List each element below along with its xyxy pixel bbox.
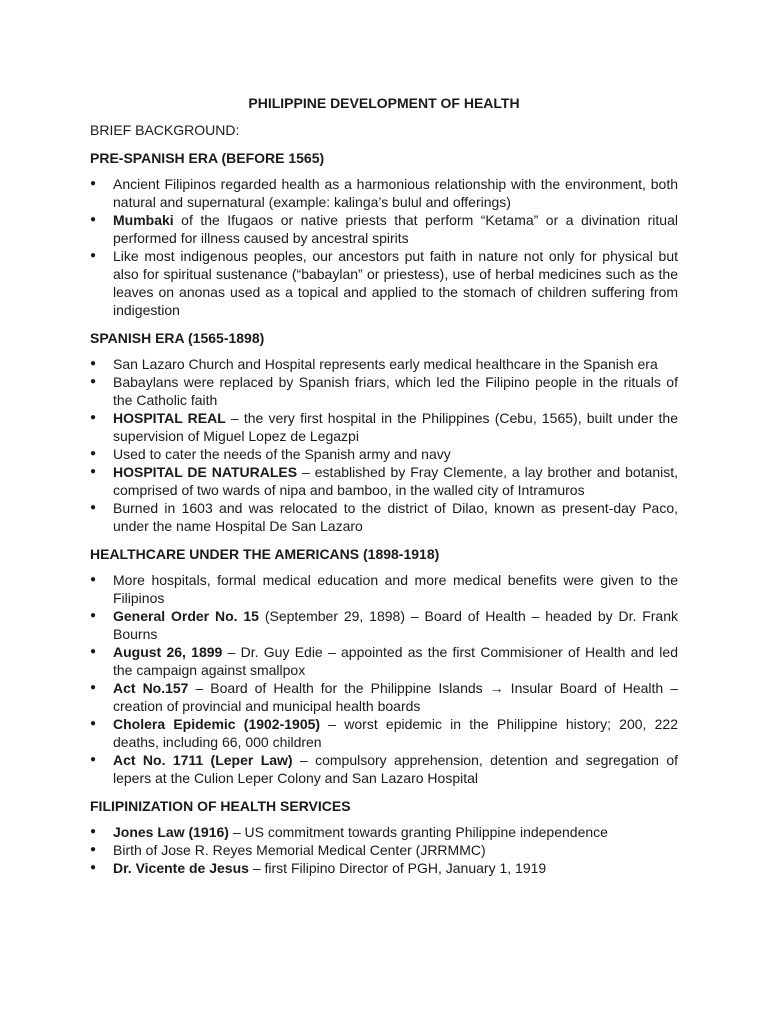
item-text: – the very first hospital in the Philippines (Cebu, 1565), built under the supervision of Miguel Lopez de Legazpi <box>113 410 678 444</box>
list-item <box>90 571 678 607</box>
bullet-icon: ● <box>90 826 97 837</box>
item-text: Babaylans were replaced by Spanish friars, which led the Filipino people in the rituals of the Catholic faith <box>113 374 678 408</box>
item-text: Ancient Filipinos regarded health as a harmonious relationship with the environment, both natural and supernatural (example: kalinga’s bulul and offerings) <box>113 176 678 210</box>
list-item <box>90 859 678 877</box>
list-item <box>90 373 678 409</box>
item-text: Used to cater the needs of the Spanish army and navy <box>113 446 451 462</box>
list-item <box>90 463 678 499</box>
item-bold-text: August 26, 1899 <box>113 644 223 660</box>
list-item <box>90 715 678 751</box>
list-item <box>90 751 678 787</box>
bullet-icon: ● <box>90 844 97 855</box>
list-item <box>90 355 678 373</box>
bullet-icon: ● <box>90 682 97 693</box>
bullet-icon: ● <box>90 376 97 387</box>
bullet-icon: ● <box>90 610 97 621</box>
list-item <box>90 211 678 247</box>
item-text: – Dr. Guy Edie – appointed as the first Commisioner of Health and led the campaign against smallpox <box>113 644 678 678</box>
item-bold-text: Dr. Vicente de Jesus <box>113 860 249 876</box>
list-item <box>90 175 678 211</box>
item-bold-text: Mumbaki <box>113 212 174 228</box>
list-item <box>90 823 678 841</box>
list-item <box>90 445 678 463</box>
item-bold-text: Act No.157 <box>113 680 189 696</box>
bullet-icon: ● <box>90 862 97 873</box>
list-item <box>90 679 678 715</box>
bullet-icon: ● <box>90 718 97 729</box>
section-heading-pre-spanish: PRE-SPANISH ERA (BEFORE 1565) <box>90 150 325 166</box>
item-bold-text: Jones Law (1916) <box>113 824 229 840</box>
bullet-icon: ● <box>90 448 97 459</box>
section-list-filipinization <box>90 823 678 877</box>
item-text: – worst epidemic in the Philippine history; 200, 222 deaths, including 66, 000 children <box>113 716 678 750</box>
item-text: – US commitment towards granting Philippine independence <box>228 824 608 840</box>
bullet-icon: ● <box>90 178 97 189</box>
list-item <box>90 247 678 319</box>
bullet-icon: ● <box>90 574 97 585</box>
list-item <box>90 499 678 535</box>
item-text: Burned in 1603 and was relocated to the district of Dilao, known as present-day Paco, under the name Hospital De San Lazaro <box>113 500 678 534</box>
bullet-icon: ● <box>90 250 97 261</box>
item-bold-text: HOSPITAL REAL <box>113 410 226 426</box>
item-text: (September 29, 1898) – Board of Health – headed by Dr. Frank Bourns <box>113 608 679 642</box>
list-item <box>90 607 678 643</box>
item-text: Birth of Jose R. Reyes Memorial Medical Center (JRRMMC) <box>113 842 486 858</box>
bullet-icon: ● <box>90 358 97 369</box>
item-text: Like most indigenous peoples, our ancestors put faith in nature not only for physical but also for spiritual sustenance (“babaylan” or priestess), use of herbal medicines such as the leaves on anonas used as a topical and applied to the stomach of children suffering from indigestion <box>113 248 678 318</box>
item-text: of the Ifugaos or native priests that perform “Ketama” or a divination ritual performed for illness caused by ancestral spirits <box>113 212 678 246</box>
brief-background-label: BRIEF BACKGROUND: <box>90 122 240 138</box>
list-item <box>90 409 678 445</box>
section-heading-spanish: SPANISH ERA (1565-1898) <box>90 330 265 346</box>
item-text: – first Filipino Director of PGH, January 1, 1919 <box>248 860 547 876</box>
bullet-icon: ● <box>90 466 97 477</box>
item-bold-text: HOSPITAL DE NATURALES <box>113 464 298 480</box>
bullet-icon: ● <box>90 754 97 765</box>
bullet-icon: ● <box>90 502 97 513</box>
list-item <box>90 643 678 679</box>
section-heading-americans: HEALTHCARE UNDER THE AMERICANS (1898-1918) <box>90 546 440 562</box>
section-heading-filipinization: FILIPINIZATION OF HEALTH SERVICES <box>90 798 351 814</box>
item-bold-text: Cholera Epidemic (1902-1905) <box>113 716 321 732</box>
section-list-spanish <box>90 355 678 535</box>
section-list-americans <box>90 571 678 787</box>
bullet-icon: ● <box>90 412 97 423</box>
item-text: – compulsory apprehension, detention and segregation of lepers at the Culion Leper Colony and San Lazaro Hospital <box>113 752 679 786</box>
section-list-pre-spanish <box>90 175 678 319</box>
bullet-icon: ● <box>90 214 97 225</box>
item-text: More hospitals, formal medical education and more medical benefits were given to the Filipinos <box>113 572 678 606</box>
item-bold-text: Act No. 1711 (Leper Law) <box>113 752 293 768</box>
item-bold-text: General Order No. 15 <box>113 608 259 624</box>
item-text: – Board of Health for the Philippine Islands → Insular Board of Health – creation of provincial and municipal health boards <box>113 680 679 714</box>
item-text: – established by Fray Clemente, a lay brother and botanist, comprised of two wards of nipa and bamboo, in the walled city of Intramuros <box>113 464 678 498</box>
item-text: San Lazaro Church and Hospital represents early medical healthcare in the Spanish era <box>113 356 658 372</box>
list-item <box>90 841 678 859</box>
document-title: PHILIPPINE DEVELOPMENT OF HEALTH <box>248 95 520 111</box>
bullet-icon: ● <box>90 646 97 657</box>
